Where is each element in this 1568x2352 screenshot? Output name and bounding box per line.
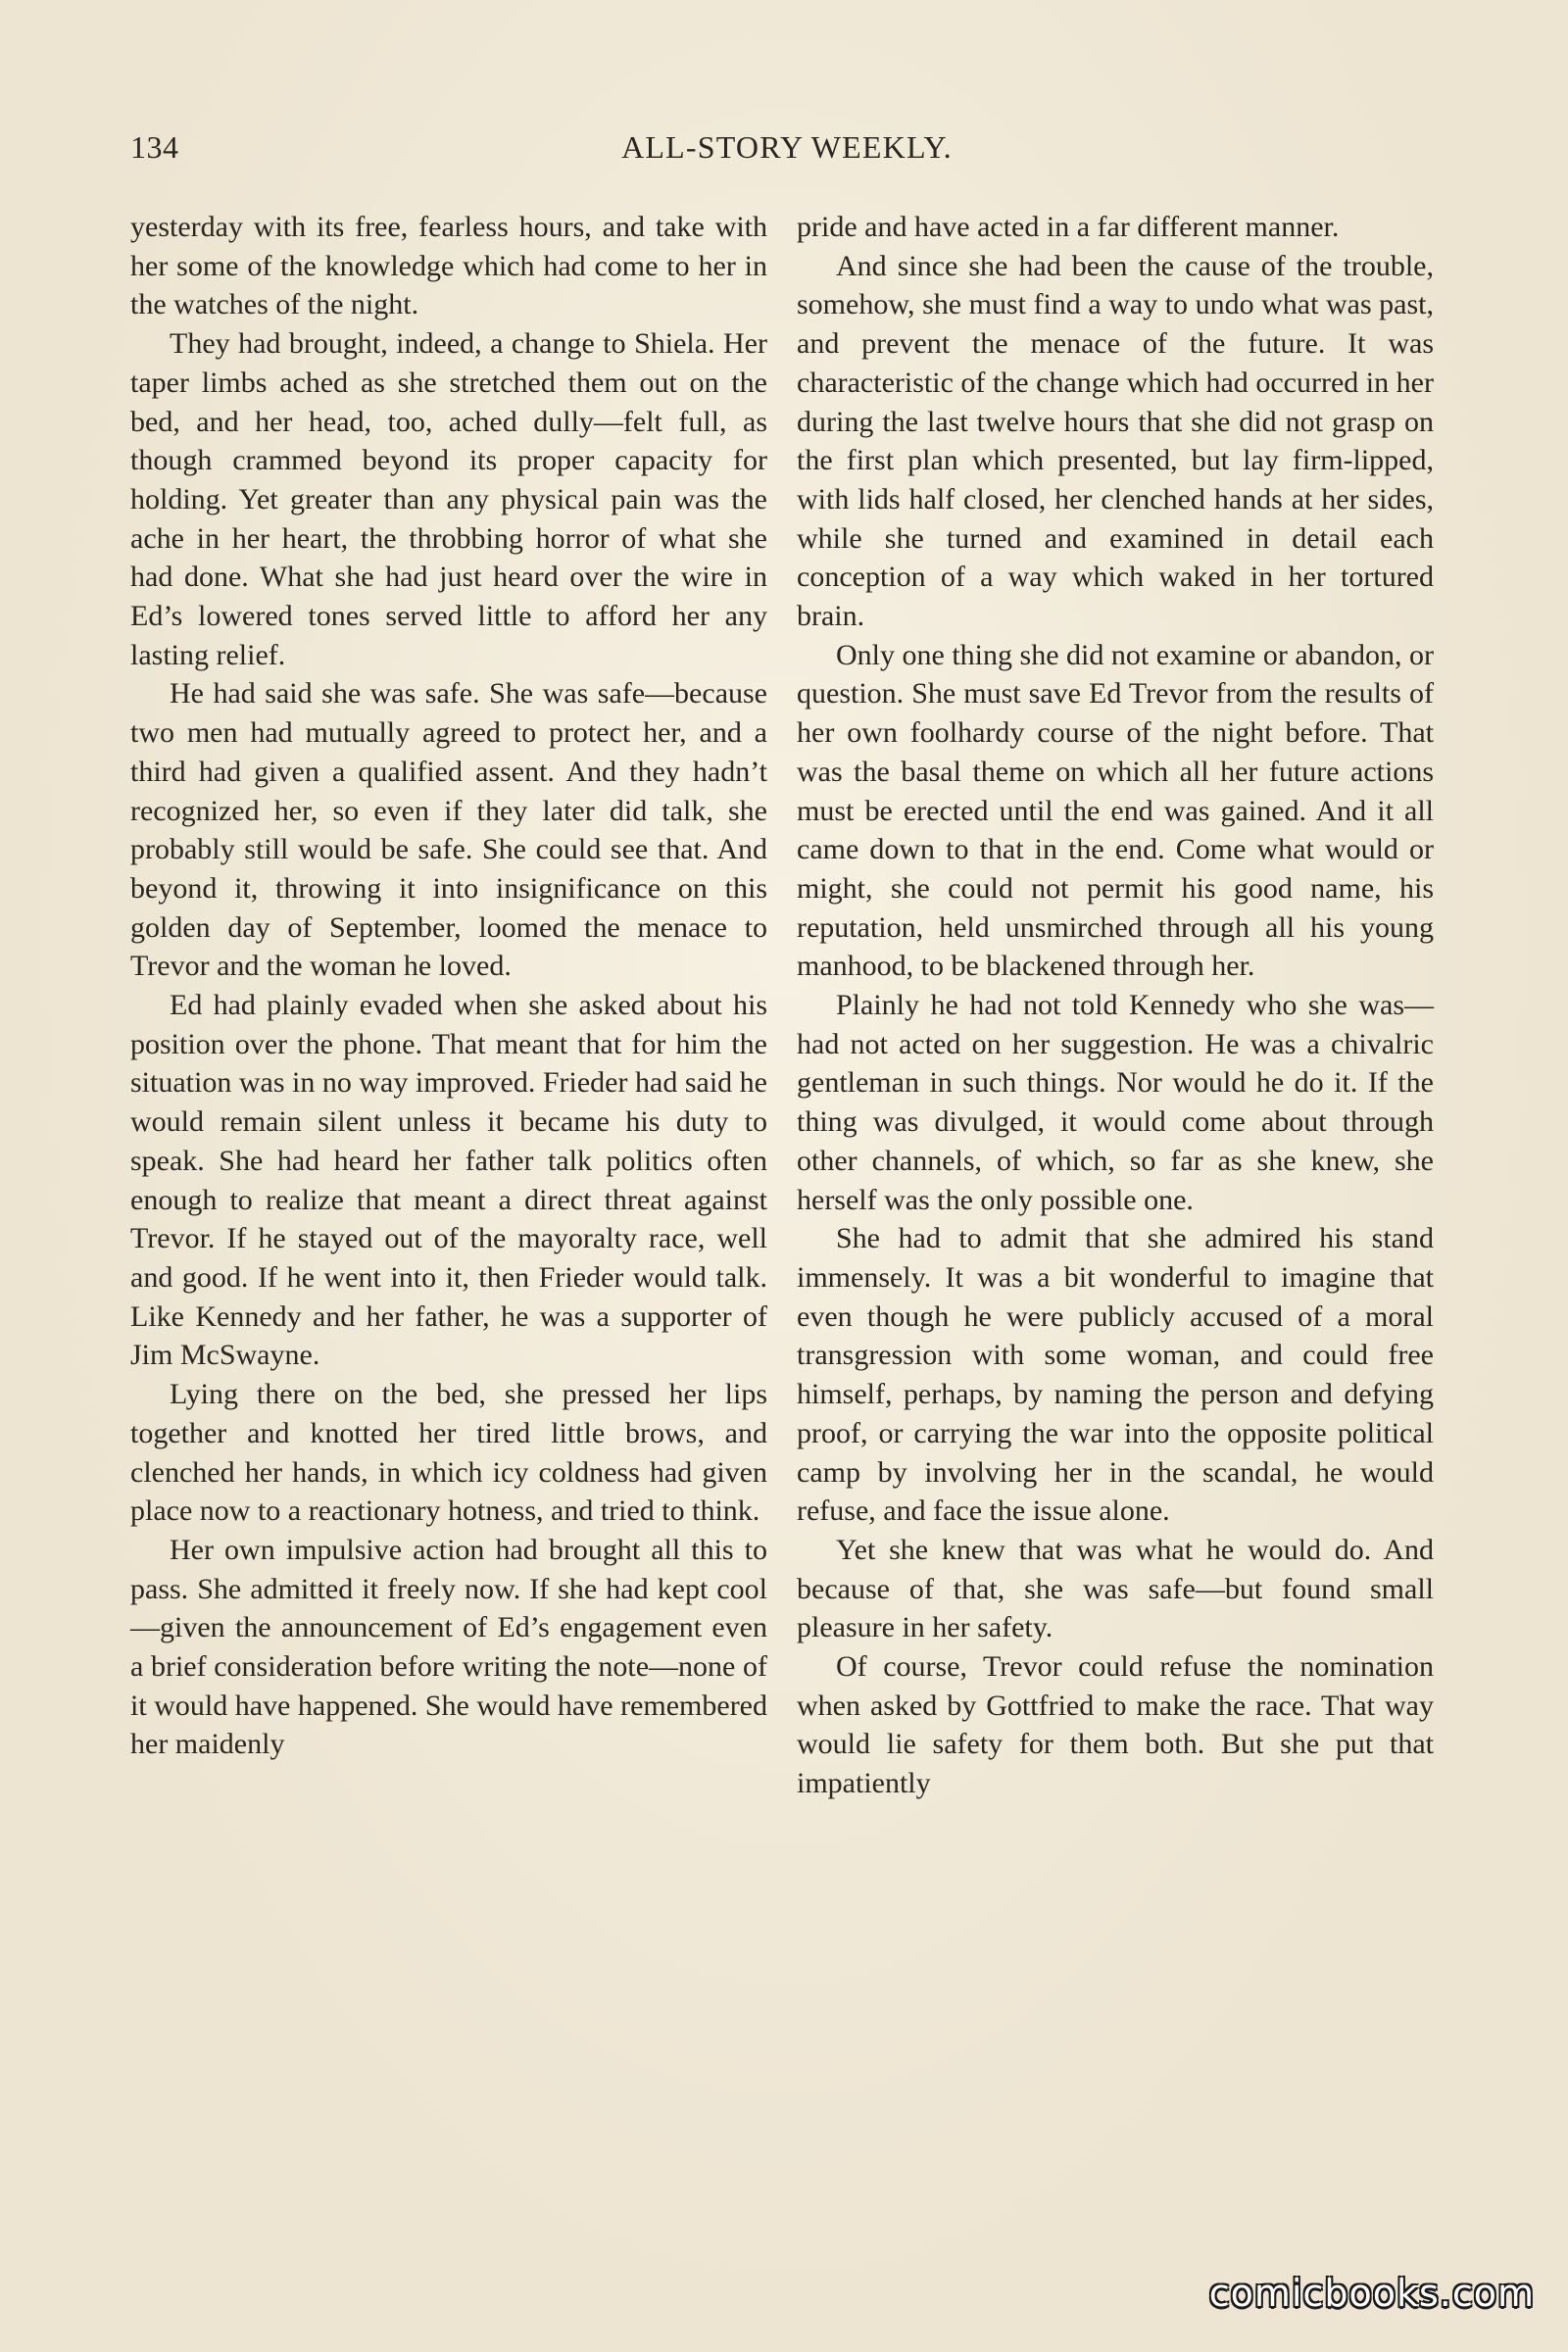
page-header bbox=[130, 129, 1444, 178]
paragraph: And since she had been the cause of the trouble, somehow, she must find a way to undo what was past, and prevent the menace of the future. It was characteristic of the change which had occurred in her during the last twelve hours that she did not grasp on the first plan which presented, but lay firm-lipped, with lids half closed, her clenched hands at her sides, while she turned and examined in detail each conception of a way which waked in her tortured brain. bbox=[797, 249, 1434, 633]
paragraph: Lying there on the bed, she pressed her lips together and knotted her tired little brows, and clenched her hands, in which icy coldness had given place now to a reactionary hotness, and tried to think. bbox=[130, 1378, 767, 1528]
site-watermark: comicbooks.com bbox=[1208, 2272, 1535, 2315]
paragraph: Of course, Trevor could refuse the nomination when asked by Gottfried to make the race. That way would lie safety for them both. But she put that impatiently bbox=[797, 1650, 1434, 1800]
paragraph: Ed had plainly evaded when she asked about his position over the phone. That meant that for him the situation was in no way improved. Frieder had said he would remain silent unless it became his duty to speak. She had heard her father talk politics often enough to realize that meant a direct threat against Trevor. If he stayed out of the mayoralty race, well and good. If he went into it, then Frieder would talk. Like Kennedy and her father, he was a supporter of Jim McSwayne. bbox=[130, 989, 767, 1372]
paragraph: They had brought, indeed, a change to Shiela. Her taper limbs ached as she stretched them out on the bed, and her head, too, ached dully—felt full, as though crammed beyond its proper capacity for holding. Yet greater than any physical pain was the ache in her heart, the throbbing horror of what she had done. What she had just heard over the wire in Ed’s lowered tones served little to afford her any lasting relief. bbox=[130, 327, 767, 671]
right-column bbox=[797, 208, 1434, 1803]
paragraph: He had said she was safe. She was safe—because two men had mutually agreed to protect her, and a third had given a qualified assent. And they hadn’t recognized her, so even if they later did talk, she probably still would be safe. She could see that. And beyond it, throwing it into insignificance on this golden day of September, loomed the menace to Trevor and the woman he loved. bbox=[130, 677, 767, 983]
paragraph: Her own impulsive action had brought all this to pass. She admitted it freely now. If she had kept cool—given the announcement of Ed’s engagement even a brief consideration before writing the note—none of it would have happened. She would have remembered her maidenly bbox=[130, 1533, 767, 1761]
paragraph: Plainly he had not told Kennedy who she was—had not acted on her suggestion. He was a chivalric gentleman in such things. Nor would he do it. If the thing was divulged, it would come about through other channels, of which, so far as she knew, she herself was the only possible one. bbox=[797, 989, 1434, 1216]
paragraph: Only one thing she did not examine or abandon, or question. She must save Ed Trevor from the results of her own foolhardy course of the night before. That was the basal theme on which all her future actions must be erected until the end was gained. And it all came down to that in the end. Come what would or might, she could not permit his good name, his reputation, held unsmirched through all his young manhood, to be blackened through her. bbox=[797, 638, 1434, 983]
paragraph: She had to admit that she admired his stand immensely. It was a bit wonderful to imagine that even though he were publicly accused of a moral transgression with some woman, and could free himself, perhaps, by naming the person and defying proof, or carrying the war into the opposite political camp by involving her in the scandal, he would refuse, and face the issue alone. bbox=[797, 1222, 1434, 1528]
paragraph: yesterday with its free, fearless hours, and take with her some of the knowledge which had come to her in the watches of the night. bbox=[130, 211, 767, 321]
left-column bbox=[130, 208, 767, 1764]
page-number: 134 bbox=[130, 129, 179, 165]
paragraph: pride and have acted in a far different manner. bbox=[797, 211, 1340, 243]
running-head: ALL-STORY WEEKLY. bbox=[621, 129, 953, 165]
paragraph: Yet she knew that was what he would do. And because of that, she was safe—but found small pleasure in her safety. bbox=[797, 1533, 1434, 1644]
